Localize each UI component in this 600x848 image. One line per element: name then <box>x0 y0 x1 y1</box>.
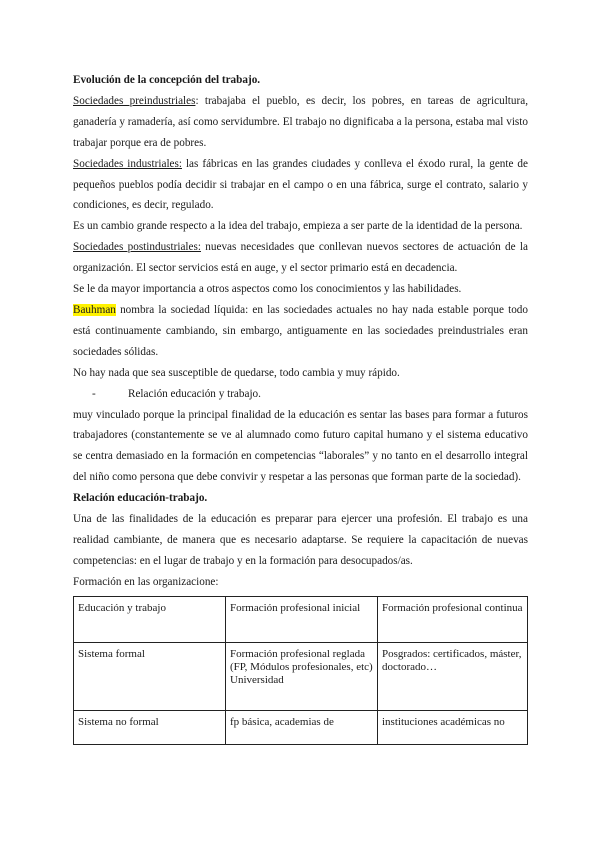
bullet-dash: - <box>92 387 96 400</box>
table-cell: Formación profesional reglada (FP, Módulos profesionales, etc) Universidad <box>226 642 378 710</box>
highlighted-name: Bauhman <box>73 303 116 316</box>
document-content <box>73 70 528 745</box>
text-postindustriales: nuevas necesidades que conllevan nuevos sectores de actuación de la organización. El sector servicios está en auge, y el sector primario está en decadencia. <box>73 241 528 275</box>
table-cell: Sistema no formal <box>74 710 226 744</box>
table-row <box>74 710 528 744</box>
paragraph-importancia: Se le da mayor importancia a otros aspectos como los conocimientos y las habilidades. <box>73 283 462 296</box>
text-preindustriales: : trabajaba el pueblo, es decir, los pobres, en tareas de agricultura, ganadería y ramadería, así como servidumbre. El trabajo no dignificaba a la persona, estaba mal visto trabajar porque era de pobres. <box>73 94 528 149</box>
bullet-item <box>73 384 528 405</box>
bullet-text: Relación educación y trabajo. <box>128 387 261 400</box>
paragraph-vinculado: muy vinculado porque la principal finalidad de la educación es sentar las bases para formar a futuros trabajadores (constantemente se ve al alumnado como futuro capital humano y el sistema educativo se centra demasiado en la formación en competencias “laborales” y no tanto en el desarrollo integral del niño como persona que debe convivir y respetar a las personas que forman parte de la sociedad). <box>73 408 528 484</box>
table-cell: Posgrados: certificados, máster, doctorado… <box>378 642 528 710</box>
table-cell: Educación y trabajo <box>74 596 226 642</box>
paragraph-nada: No hay nada que sea susceptible de quedarse, todo cambia y muy rápido. <box>73 366 400 379</box>
term-industriales: Sociedades industriales: <box>73 157 182 170</box>
text-industriales: las fábricas en las grandes ciudades y conlleva el éxodo rural, la gente de pequeños pueblos podía decidir si trabajar en el campo o en una fábrica, surge el contrato, salario y condiciones, es decir, regulado. <box>73 157 528 212</box>
section-heading-2: Relación educación-trabajo. <box>73 492 208 505</box>
table-cell: Formación profesional inicial <box>226 596 378 642</box>
term-postindustriales: Sociedades postindustriales: <box>73 241 201 254</box>
paragraph-formacion: Formación en las organizacione: <box>73 575 219 588</box>
table-cell: Sistema formal <box>74 642 226 710</box>
paragraph-industriales <box>73 154 528 217</box>
paragraph-cambio: Es un cambio grande respecto a la idea del trabajo, empieza a ser parte de la identidad de la persona. <box>73 220 523 233</box>
text-bauhman: nombra la sociedad líquida: en las sociedades actuales no hay nada estable porque todo está continuamente cambiando, sin embargo, antiguamente en las sociedades preindustriales eran sociedades sólidas. <box>73 303 528 358</box>
paragraph-bauhman <box>73 300 528 363</box>
table-row <box>74 642 528 710</box>
table-cell: fp básica, academias de <box>226 710 378 744</box>
term-preindustriales: Sociedades preindustriales <box>73 94 196 107</box>
table-cell: Formación profesional continua <box>378 596 528 642</box>
paragraph-postindustriales <box>73 237 528 279</box>
formacion-table <box>73 596 528 745</box>
table-row <box>74 596 528 642</box>
paragraph-preindustriales <box>73 91 528 154</box>
table-cell: instituciones académicas no <box>378 710 528 744</box>
section-title: Evolución de la concepción del trabajo. <box>73 74 261 86</box>
paragraph-finalidades: Una de las finalidades de la educación es preparar para ejercer una profesión. El trabajo es una realidad cambiante, de manera que es necesario adaptarse. Se requiere la capacitación de nuevas competencias: en el lugar de trabajo y en la formación para desocupados/as. <box>73 513 528 567</box>
